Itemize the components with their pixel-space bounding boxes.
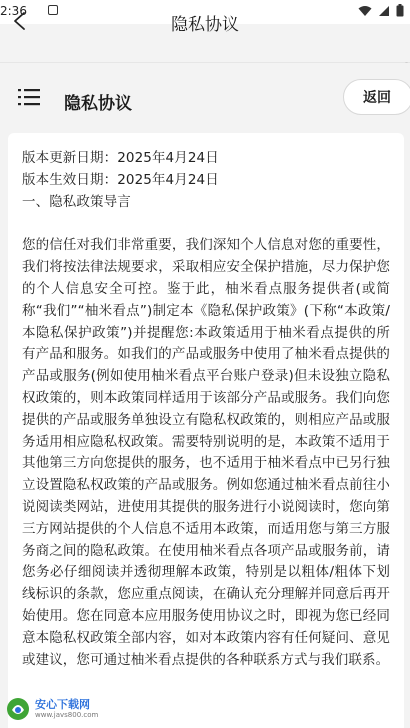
- watermark-url: www.javs800.com: [35, 711, 99, 719]
- page-title: 隐私协议: [171, 15, 239, 35]
- document-content: [8, 133, 404, 671]
- watermark: [4, 695, 124, 725]
- effective-date: 版本生效日期：2025年4月24日: [22, 171, 219, 188]
- sub-header: [0, 63, 410, 131]
- watermark-logo-icon: [4, 696, 32, 724]
- status-time: 2:36: [0, 4, 27, 18]
- update-date: 版本更新日期：2025年4月24日: [22, 150, 219, 166]
- document-card: [8, 133, 404, 728]
- section-title: 隐私协议: [64, 94, 132, 114]
- section-heading: 一、隐私政策导言: [22, 193, 131, 210]
- watermark-name: 安心下载网: [35, 698, 90, 711]
- app-bar: [0, 0, 410, 62]
- spacer: [22, 213, 390, 235]
- intro-paragraph: 您的信任对我们非常重要，我们深知个人信息对您的重要性，我们将按法律法规要求，采取相应安全保护措施，尽力保护您的个人信息安全可控。鉴于此，柚米看点服务提供者(或简称“我们”“柚米看点”)制定本《隐私保护政策》(下称“本政策/本隐私保护政策”)并提醒您:本政策适用于柚米看点提供的所有产品和服务。如我们的产品或服务中使用了柚米看点提供的产品或服务(例如使用柚米看点平台账户登录)但未设独立隐私权政策的，则本政策同样适用于该部分产品或服务。我们向您提供的产品或服务单独设立有隐私权政策的，则相应产品或服务适用相应隐私权政策。需要特别说明的是，本政策不适用于其他第三方向您提供的服务，也不适用于柚米看点中已另行独立设置隐私权政策的产品或服务。例如您通过柚米看点前往小说阅读类网站，进使用其提供的服务进行小说阅读时，您向第三方网站提供的个人信息不适用本政策，而适用您与第三方服务商之间的隐私政策。在使用柚米看点各项产品或服务前，请您务必仔细阅读并透彻理解本政策，特别是以粗体/粗体下划线标识的条款，您应重点阅读，在确认充分理解并同意后再开始使用。您在同意本应用服务使用协议之时，即视为您已经同意本隐私权政策全部内容，如对本政策内容有任何疑问、意见或建议，您可通过柚米看点提供的各种联系方式与我们联系。: [22, 237, 390, 668]
- menu-icon[interactable]: [18, 88, 40, 106]
- return-button[interactable]: 返回: [343, 79, 410, 115]
